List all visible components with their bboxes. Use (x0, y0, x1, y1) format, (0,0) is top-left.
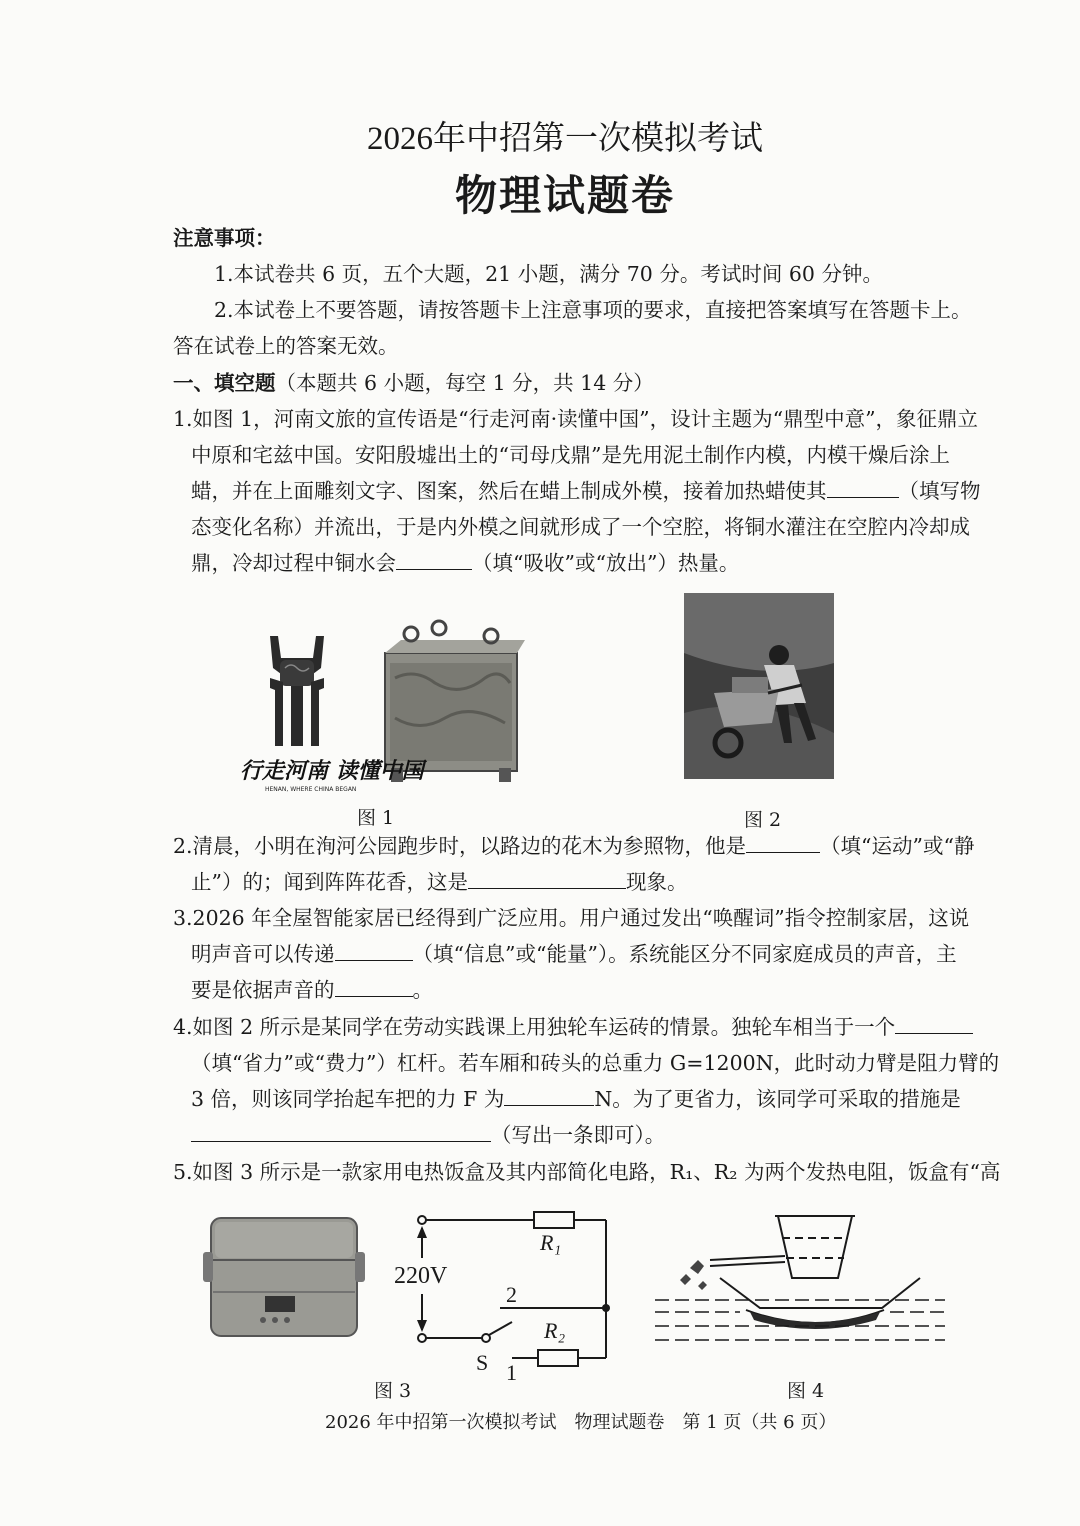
voltage-label: 220V (394, 1263, 448, 1289)
q4-line-1 (173, 1015, 973, 1040)
q2-line-1 (173, 834, 975, 859)
q2-line-2-text: 止”）的；闻到阵阵花香，这是 (191, 870, 468, 894)
q5-line-1: 5.如图 3 所示是一款家用电热饭盒及其内部简化电路，R₁、R₂ 为两个发热电阻，饭盒有“高 (173, 1160, 1001, 1184)
q4-line-2: （填“省力”或“费力”）杠杆。若车厢和砖头的总重力 G=1200N，此时动力臂是阻力臂的 (191, 1051, 1000, 1075)
section-1-header (173, 371, 654, 396)
figure-1-logo-subtext: HENAN, WHERE CHINA BEGAN (265, 786, 357, 793)
figure-3-circuit-diagram (388, 1198, 618, 1388)
q3-line-2 (191, 942, 957, 967)
q3-line-2-tail: （填“信息”或“能量”）。系统能区分不同家庭成员的声音，主 (412, 942, 957, 966)
q2-line-2 (191, 870, 687, 895)
figure-2-wheelbarrow-photo (684, 593, 834, 779)
q1-line-5 (191, 551, 739, 576)
switch-label: S (476, 1350, 489, 1375)
q1-line-5-tail: （填“吸收”或“放出”）热量。 (472, 551, 740, 575)
q4-line-3-text: 3 倍，则该同学抬起车把的力 F 为 (191, 1087, 505, 1111)
q2-line-2-tail: 现象。 (625, 870, 688, 894)
figure-1-logo-text: 行走河南 读懂中国 (240, 758, 424, 784)
q4-line-4 (191, 1123, 665, 1148)
figure-1-caption: 图 1 (357, 807, 395, 829)
figure-4-caption: 图 4 (787, 1380, 825, 1402)
page-footer: 2026 年中招第一次模拟考试 物理试题卷 第 1 页（共 6 页） (325, 1412, 837, 1433)
section-1-label: 一、填空题 (173, 371, 276, 395)
r1-label: R₁ (540, 1230, 562, 1255)
answer-blank (335, 942, 413, 961)
q2-line-1-text: 2.清晨，小明在洵河公园跑步时，以路边的花木为参照物，他是 (173, 834, 747, 858)
figure-1-ding-image (225, 618, 535, 798)
switch-node-2-label: 2 (506, 1282, 517, 1307)
q4-line-3-tail: N。为了更省力，该同学可采取的措施是 (594, 1087, 961, 1111)
notice-item-2-line-2: 答在试卷上的答案无效。 (173, 334, 399, 358)
q1-line-3-text: 蜡，并在上面雕刻文字、图案，然后在蜡上制成外模，接着加热蜡使其 (191, 479, 827, 503)
q3-line-3-tail: 。 (412, 978, 433, 1002)
notice-heading: 注意事项： (173, 226, 276, 250)
exam-title: 2026年中招第一次模拟考试 (367, 121, 763, 157)
q2-line-1-tail: （填“运动”或“静 (820, 834, 975, 858)
q3-line-1: 3.2026 年全屋智能家居已经得到广泛应用。用户通过发出“唤醒词”指令控制家居，这说 (173, 906, 970, 930)
q1-line-5-text: 鼎，冷却过程中铜水会 (191, 551, 396, 575)
answer-blank (396, 551, 472, 570)
figure-2-caption: 图 2 (744, 809, 782, 831)
notice-item-1: 1.本试卷共 6 页，五个大题，21 小题，满分 70 分。考试时间 60 分钟。 (214, 262, 883, 286)
answer-blank (827, 479, 899, 498)
q3-line-3-text: 要是依据声音的 (191, 978, 335, 1002)
answer-blank (468, 870, 626, 889)
q4-line-4-tail: （写出一条即可）。 (491, 1123, 666, 1147)
q3-line-2-text: 明声音可以传递 (191, 942, 335, 966)
q1-line-3-tail: （填写物 (898, 479, 981, 503)
answer-blank (335, 978, 413, 997)
q4-line-3 (191, 1087, 961, 1112)
q4-line-1-text: 4.如图 2 所示是某同学在劳动实践课上用独轮车运砖的情景。独轮车相当于一个 (173, 1015, 896, 1039)
notice-item-2-line-1: 2.本试卷上不要答题，请按答题卡上注意事项的要求，直接把答案填写在答题卡上。 (214, 298, 972, 322)
switch-node-1-label: 1 (506, 1360, 517, 1385)
answer-blank (746, 834, 820, 853)
figure-3-caption: 图 3 (374, 1380, 412, 1402)
q1-line-4: 态变化名称）并流出，于是内外模之间就形成了一个空腔，将铜水灌注在空腔内冷却成 (191, 515, 970, 539)
answer-blank (895, 1015, 973, 1034)
figure-3-lunchbox-photo (203, 1212, 365, 1342)
section-1-meta: （本题共 6 小题，每空 1 分，共 14 分） (275, 371, 654, 395)
exam-subtitle: 物理试题卷 (454, 171, 675, 220)
figure-4-water-diagram (650, 1208, 950, 1358)
answer-blank (504, 1087, 594, 1106)
q1-line-2: 中原和宅兹中国。安阳殷墟出土的“司母戊鼎”是先用泥土制作内模，内模干燥后涂上 (191, 443, 950, 467)
q1-line-1: 1.如图 1，河南文旅的宣传语是“行走河南·读懂中国”，设计主题为“鼎型中意”，象征鼎立 (173, 407, 979, 431)
r2-label: R₂ (544, 1318, 566, 1343)
q1-line-3 (191, 479, 981, 504)
answer-blank (191, 1123, 491, 1142)
q3-line-3 (191, 978, 433, 1003)
